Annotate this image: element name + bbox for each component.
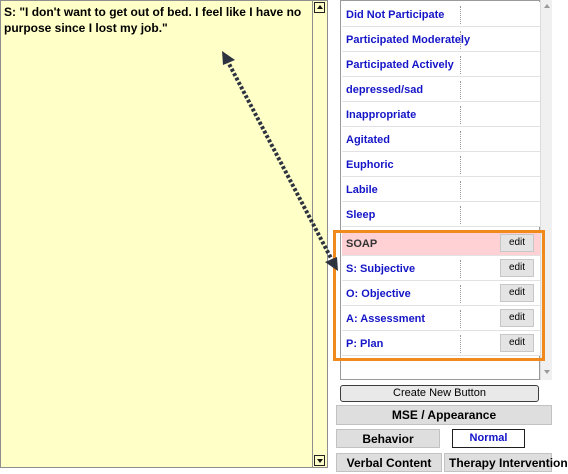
list-item-assessment[interactable]: [342, 306, 540, 331]
list-item-label: Agitated: [346, 134, 390, 146]
divider: [460, 260, 463, 278]
list-item-agitated[interactable]: [342, 127, 540, 152]
list-item-participated-actively[interactable]: [342, 52, 540, 77]
list-item-label: S: Subjective: [346, 263, 416, 275]
normal-button[interactable]: Normal: [452, 429, 525, 448]
divider: [460, 6, 463, 24]
list-item-participated-moderately[interactable]: [342, 27, 540, 52]
divider: [460, 335, 463, 353]
quick-text-button-list: [340, 0, 540, 380]
edit-button[interactable]: edit: [500, 284, 534, 302]
arrow-up-icon: [317, 5, 323, 9]
divider: [460, 181, 463, 199]
list-item-label: A: Assessment: [346, 313, 426, 325]
list-item-inappropriate[interactable]: [342, 102, 540, 127]
divider: [460, 310, 463, 328]
list-item-did-not-participate[interactable]: [342, 2, 540, 27]
edit-button[interactable]: edit: [500, 259, 534, 277]
edit-button[interactable]: edit: [500, 334, 534, 352]
list-item-label: Labile: [346, 184, 378, 196]
edit-button[interactable]: edit: [500, 234, 534, 252]
divider: [460, 156, 463, 174]
list-item-label: SOAP: [346, 238, 378, 250]
arrow-down-icon: [544, 370, 550, 374]
list-item-label: Euphoric: [346, 159, 394, 171]
list-item-label: Participated Actively: [346, 59, 454, 71]
list-item-labile[interactable]: [342, 177, 540, 202]
list-scrollbar[interactable]: [540, 0, 552, 380]
note-scrollbar[interactable]: [313, 0, 328, 468]
note-text: S: "I don't want to get out of bed. I feel like I have no purpose since I lost my job.": [4, 5, 302, 35]
tab-behavior[interactable]: Behavior: [336, 429, 440, 448]
divider: [460, 81, 463, 99]
list-item-plan[interactable]: [342, 331, 540, 356]
tab-mse-appearance[interactable]: MSE / Appearance: [336, 405, 552, 425]
divider: [460, 106, 463, 124]
arrow-down-icon: [317, 459, 323, 463]
list-item-label: Inappropriate: [346, 109, 417, 121]
divider: [460, 31, 463, 49]
list-item-label: depressed/sad: [346, 84, 424, 96]
divider: [460, 131, 463, 149]
scroll-down-button[interactable]: [314, 455, 325, 466]
scroll-up-button[interactable]: [314, 2, 325, 13]
divider: [460, 285, 463, 303]
divider: [460, 56, 463, 74]
tab-verbal-content[interactable]: Verbal Content: [336, 453, 442, 472]
divider: [460, 206, 463, 224]
edit-button[interactable]: edit: [500, 309, 534, 327]
list-item-label: Participated Moderately: [346, 34, 471, 46]
list-item-euphoric[interactable]: [342, 152, 540, 177]
create-new-button[interactable]: Create New Button: [340, 385, 539, 402]
list-item-label: O: Objective: [346, 288, 411, 300]
list-item-soap[interactable]: [342, 231, 540, 256]
tab-therapy-intervention[interactable]: Therapy Intervention: [444, 453, 552, 472]
list-item-sleep[interactable]: [342, 202, 540, 227]
arrow-up-icon: [544, 4, 550, 8]
list-item-subjective[interactable]: [342, 256, 540, 281]
list-item-label: Sleep: [346, 209, 376, 221]
list-item-objective[interactable]: [342, 281, 540, 306]
list-item-label: P: Plan: [346, 338, 384, 350]
list-item-label: Did Not Participate: [346, 9, 445, 21]
list-item-depressed-sad[interactable]: [342, 77, 540, 102]
